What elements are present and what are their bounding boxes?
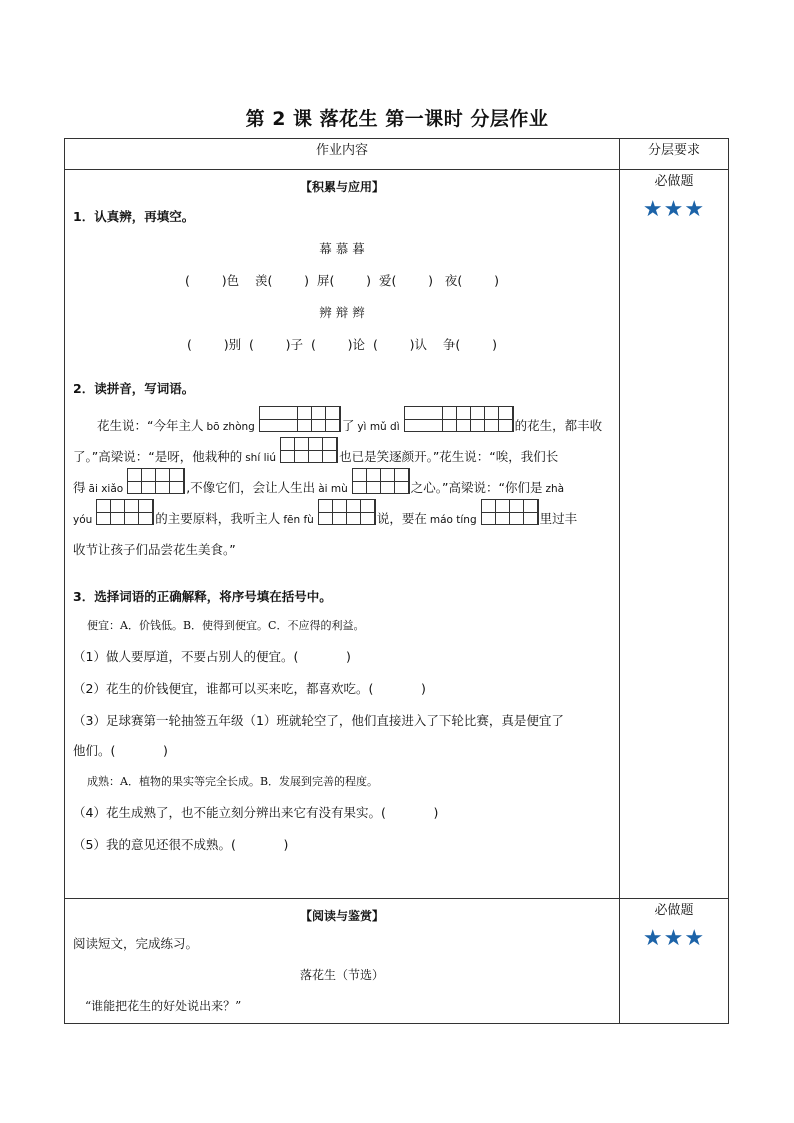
char-grid[interactable] <box>318 499 376 525</box>
item-5[interactable]: （5）我的意见还很不成熟。( ) <box>73 837 289 852</box>
pinyin: shí liú <box>245 452 277 464</box>
section-accumulation <box>65 170 620 899</box>
text: 之心。”高梁说：“你们是 <box>410 480 543 495</box>
text: 的花生，都丰收 <box>514 418 603 433</box>
requirement-cell-1 <box>620 170 729 899</box>
pinyin-line-5: 收节让孩子们品尝花生美食。” <box>73 542 236 557</box>
char-grid[interactable] <box>127 468 185 494</box>
pinyin: āi xiǎo <box>88 483 124 495</box>
pinyin: yóu <box>73 514 93 526</box>
pinyin: yì mǔ dì <box>357 421 400 433</box>
item-4[interactable]: （4）花生成熟了，也不能立刻分辨出来它有没有果实。( ) <box>73 805 439 820</box>
pinyin-line-1 <box>73 411 611 442</box>
item-3a: （3）足球赛第一轮抽签五年级（1）班就轮空了，他们直接进入了下轮比赛，真是便宜了 <box>73 713 564 728</box>
section-heading: 【积累与应用】 <box>299 180 384 194</box>
pinyin: fēn fù <box>283 514 314 526</box>
requirement-label: 必做题 <box>654 903 694 918</box>
text: 说，要在 <box>376 511 427 526</box>
pinyin: máo tíng <box>429 514 477 526</box>
definition-1: 便宜：A．价钱低。B．使得到便宜。C．不应得的利益。 <box>87 619 365 632</box>
char-grid[interactable] <box>352 468 410 494</box>
text: 里过丰 <box>539 511 578 526</box>
char-grid[interactable] <box>280 437 338 463</box>
fill-row-1[interactable]: ( )色 羡( ) 屏( ) 爱( ) 夜( ) <box>185 273 499 288</box>
pinyin-line-4 <box>73 504 611 535</box>
pinyin: bō zhòng <box>206 421 255 433</box>
item-2[interactable]: （2）花生的价钱便宜，谁都可以买来吃，都喜欢吃。( ) <box>73 681 426 696</box>
item-1[interactable]: （1）做人要厚道，不要占别人的便宜。( ) <box>73 649 351 664</box>
pinyin: ài mù <box>318 483 348 495</box>
passage-line: “谁能把花生的好处说出来？” <box>85 999 242 1013</box>
header-requirement: 分层要求 <box>620 139 729 170</box>
chars-row-1: 幕 慕 暮 <box>319 241 365 256</box>
question-3-label: 3．选择词语的正确解释，将序号填在括号中。 <box>73 589 332 604</box>
requirement-label: 必做题 <box>654 174 694 189</box>
item-3b[interactable]: 他们。( ) <box>73 743 168 758</box>
homework-table <box>64 138 729 1024</box>
text: 也已是笑逐颜开。”花生说：“唉，我们长 <box>339 449 559 464</box>
page-title: 第 2 课 落花生 第一课时 分层作业 <box>245 108 549 130</box>
definition-2: 成熟：A．植物的果实等完全长成。B．发展到完善的程度。 <box>87 775 379 788</box>
text: 了 <box>341 418 355 433</box>
star-rating-icon: ★★★ <box>642 926 706 951</box>
requirement-cell-2 <box>620 899 729 1024</box>
char-grid[interactable] <box>404 406 514 432</box>
fill-row-2[interactable]: ( )别 ( )子 ( )论 ( )认 争( ) <box>187 337 497 352</box>
reading-intro: 阅读短文，完成练习。 <box>73 936 199 951</box>
char-grid[interactable] <box>259 406 341 432</box>
pinyin: zhà <box>545 483 565 495</box>
char-grid[interactable] <box>96 499 154 525</box>
chars-row-2: 辨 辩 辫 <box>319 305 365 320</box>
star-rating-icon: ★★★ <box>642 197 706 222</box>
question-1-label: 1．认真辨，再填空。 <box>73 209 195 224</box>
section-reading <box>65 899 620 1024</box>
text: 的主要原料，我听主人 <box>155 511 281 526</box>
section-heading: 【阅读与鉴赏】 <box>299 909 384 923</box>
text: 花生说：“今年主人 <box>97 418 204 433</box>
char-grid[interactable] <box>481 499 539 525</box>
passage-title: 落花生（节选） <box>299 968 384 982</box>
text: 了。”高梁说：“是呀，他栽种的 <box>73 449 243 464</box>
question-2-label: 2．读拼音，写词语。 <box>73 381 195 396</box>
text: 得 <box>73 480 86 495</box>
header-content: 作业内容 <box>65 139 620 170</box>
text: ,不像它们，会让人生出 <box>186 480 316 495</box>
